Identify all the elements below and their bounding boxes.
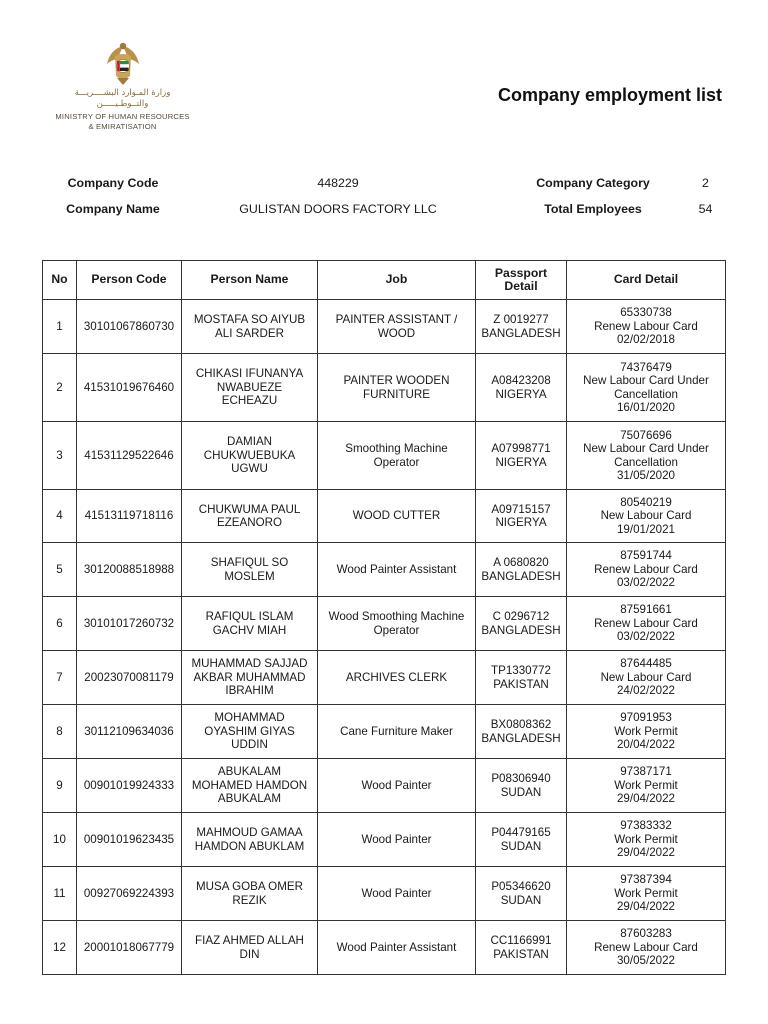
- cell-card-detail-line: 65330738: [620, 306, 672, 320]
- cell-job: [318, 597, 476, 651]
- cell-card-detail-line: 20/04/2022: [616, 738, 676, 752]
- ministry-english-name: MINISTRY OF HUMAN RESOURCES & EMIRATISATION: [55, 112, 190, 131]
- cell-person-name-line: MOHAMMAD: [214, 711, 285, 725]
- cell-card-detail-line: 29/04/2022: [616, 900, 676, 914]
- cell-card-detail-line: 97091953: [620, 711, 672, 725]
- cell-passport-detail: [476, 867, 567, 921]
- cell-person-name: [182, 921, 318, 975]
- cell-card-detail-line: 29/04/2022: [616, 846, 676, 860]
- cell-card-detail-line: Renew Labour Card: [594, 562, 698, 576]
- cell-passport-detail-line: P05346620: [491, 880, 551, 893]
- cell-person-name-line: REZIK: [232, 893, 267, 907]
- cell-job-line: PAINTER ASSISTANT /: [335, 313, 458, 326]
- cell-no: 6: [43, 597, 77, 651]
- cell-job-line: WOOD CUTTER: [352, 509, 441, 523]
- cell-card-detail: [567, 354, 726, 422]
- cell-card-detail: [567, 543, 726, 597]
- column-header-person-code: Person Code: [77, 261, 182, 300]
- cell-card-detail-line: 75076696: [620, 428, 672, 442]
- table-row: [43, 354, 726, 422]
- cell-person-code: 00901019924333: [77, 759, 182, 813]
- cell-job-line: Wood Painter: [361, 778, 432, 792]
- cell-card-detail-line: 97387171: [620, 765, 672, 779]
- cell-card-detail-line: Work Permit: [614, 832, 678, 846]
- company-code-label: Company Code: [67, 176, 159, 190]
- cell-job: [318, 354, 476, 422]
- cell-job-line: Cane Furniture Maker: [340, 724, 453, 738]
- cell-card-detail-line: 30/05/2022: [616, 954, 676, 968]
- cell-person-name-line: IBRAHIM: [225, 684, 274, 698]
- cell-person-name-line: MOSLEM: [224, 569, 275, 583]
- cell-passport-detail: [476, 422, 567, 490]
- cell-person-name-line: CHUKWUMA PAUL: [198, 502, 301, 516]
- cell-person-name-line: OYASHIM GIYAS: [204, 724, 295, 738]
- cell-no: 2: [43, 354, 77, 422]
- cell-passport-detail-line: PAKISTAN: [493, 677, 549, 691]
- total-employees-value: 54: [698, 202, 713, 216]
- company-name-value: GULISTAN DOORS FACTORY LLC: [239, 202, 437, 216]
- table-row: [43, 867, 726, 921]
- company-info-row-2: [48, 200, 728, 226]
- cell-passport-detail-line: NIGERYA: [495, 387, 547, 401]
- cell-person-name-line: DAMIAN: [226, 435, 273, 449]
- cell-no: 9: [43, 759, 77, 813]
- cell-person-name: [182, 354, 318, 422]
- cell-card-detail-line: Cancellation: [614, 387, 678, 401]
- cell-job-line: ARCHIVES CLERK: [345, 670, 448, 684]
- table-row: [43, 813, 726, 867]
- cell-job-line: Operator: [373, 623, 420, 637]
- cell-passport-detail-line: P04479165: [491, 826, 551, 839]
- cell-job-line: Wood Smoothing Machine: [328, 610, 465, 623]
- table-row: [43, 759, 726, 813]
- ministry-logo: [50, 40, 195, 132]
- cell-no: 4: [43, 490, 77, 543]
- cell-card-detail-line: 87591744: [620, 549, 672, 563]
- cell-passport-detail-line: P08306940: [491, 772, 551, 785]
- cell-card-detail-line: 87603283: [620, 927, 672, 941]
- cell-job: [318, 651, 476, 705]
- cell-passport-detail-line: PAKISTAN: [493, 947, 549, 961]
- cell-passport-detail: [476, 354, 567, 422]
- cell-job: [318, 759, 476, 813]
- cell-passport-detail-line: A08423208: [491, 374, 551, 387]
- column-header-job: Job: [318, 261, 476, 300]
- cell-card-detail-line: Renew Labour Card: [594, 616, 698, 630]
- ministry-arabic-name: وزارة المـوارد البشــــريـــة والتــوطـيـــــن: [74, 88, 171, 109]
- cell-passport-detail-line: BANGLADESH: [481, 569, 561, 583]
- cell-person-code: 20001018067779: [77, 921, 182, 975]
- cell-passport-detail-line: BANGLADESH: [481, 326, 561, 340]
- cell-person-code: 00901019623435: [77, 813, 182, 867]
- employment-table: [42, 260, 726, 975]
- cell-person-name: [182, 490, 318, 543]
- cell-person-name: [182, 705, 318, 759]
- cell-passport-detail-line: Z 0019277: [493, 313, 549, 326]
- cell-card-detail-line: 02/02/2018: [616, 333, 676, 347]
- table-row: [43, 921, 726, 975]
- cell-person-name: [182, 422, 318, 490]
- cell-card-detail-line: 19/01/2021: [616, 522, 676, 536]
- cell-no: 8: [43, 705, 77, 759]
- cell-card-detail: [567, 651, 726, 705]
- cell-passport-detail-line: A09715157: [491, 502, 551, 516]
- company-code-value: 448229: [317, 176, 359, 190]
- cell-person-name-line: MAHMOUD GAMAA: [196, 826, 303, 839]
- cell-passport-detail: [476, 543, 567, 597]
- cell-card-detail-line: 29/04/2022: [616, 792, 676, 806]
- cell-card-detail-line: New Labour Card Under: [583, 374, 709, 387]
- cell-person-name: [182, 597, 318, 651]
- table-row: [43, 597, 726, 651]
- cell-card-detail-line: Work Permit: [614, 724, 678, 738]
- company-info-row-1: [48, 174, 728, 200]
- cell-card-detail-line: 97383332: [620, 819, 672, 833]
- cell-person-code: 30101067860730: [77, 300, 182, 354]
- cell-passport-detail-line: BANGLADESH: [481, 731, 561, 745]
- table-row: [43, 422, 726, 490]
- cell-job: [318, 921, 476, 975]
- cell-card-detail-line: Work Permit: [614, 886, 678, 900]
- cell-passport-detail: [476, 300, 567, 354]
- cell-person-name-line: MUSA GOBA OMER: [196, 880, 303, 893]
- cell-person-code: 41531129522646: [77, 422, 182, 490]
- column-header-no: No: [43, 261, 77, 300]
- cell-card-detail: [567, 813, 726, 867]
- cell-no: 11: [43, 867, 77, 921]
- cell-job: [318, 813, 476, 867]
- table-row: [43, 490, 726, 543]
- cell-person-name-line: ABUKALAM: [217, 765, 282, 779]
- cell-person-code: 30101017260732: [77, 597, 182, 651]
- cell-job: [318, 300, 476, 354]
- cell-job: [318, 705, 476, 759]
- cell-person-name-line: MOSTAFA SO AIYUB: [193, 313, 306, 326]
- cell-passport-detail: [476, 921, 567, 975]
- cell-card-detail-line: 87591661: [620, 603, 672, 617]
- cell-person-name-line: MOHAMED HAMDON: [191, 778, 308, 792]
- cell-person-name-line: EZEANORO: [216, 516, 283, 529]
- cell-person-code: 41531019676460: [77, 354, 182, 422]
- cell-person-name: [182, 651, 318, 705]
- cell-passport-detail-line: NIGERYA: [495, 516, 547, 529]
- cell-card-detail: [567, 422, 726, 490]
- cell-person-code: 20023070081179: [77, 651, 182, 705]
- cell-person-code: 00927069224393: [77, 867, 182, 921]
- cell-person-name: [182, 759, 318, 813]
- cell-person-name: [182, 867, 318, 921]
- cell-job-line: PAINTER WOODEN: [343, 374, 450, 387]
- cell-card-detail-line: 03/02/2022: [616, 630, 676, 644]
- cell-card-detail: [567, 300, 726, 354]
- cell-person-name-line: UDDIN: [231, 738, 268, 752]
- cell-card-detail-line: New Labour Card: [600, 670, 692, 684]
- company-category-value: 2: [702, 176, 709, 190]
- cell-job-line: WOOD: [377, 326, 416, 340]
- table-row: [43, 651, 726, 705]
- column-header-passport-detail: Passport Detail: [476, 261, 567, 300]
- cell-card-detail-line: 16/01/2020: [616, 401, 676, 414]
- cell-passport-detail: [476, 490, 567, 543]
- cell-passport-detail: [476, 705, 567, 759]
- company-info: [48, 174, 728, 226]
- cell-person-name: [182, 813, 318, 867]
- cell-job: [318, 490, 476, 543]
- cell-passport-detail-line: SUDAN: [500, 785, 542, 799]
- cell-card-detail: [567, 705, 726, 759]
- cell-person-name: [182, 543, 318, 597]
- table-header-row: [43, 261, 726, 300]
- cell-card-detail-line: Renew Labour Card: [594, 940, 698, 954]
- cell-no: 10: [43, 813, 77, 867]
- cell-passport-detail: [476, 759, 567, 813]
- page-title: Company employment list: [497, 85, 722, 105]
- table-row: [43, 543, 726, 597]
- cell-card-detail: [567, 759, 726, 813]
- cell-person-name-line: RAFIQUL ISLAM: [205, 610, 294, 623]
- cell-person-code: 30112109634036: [77, 705, 182, 759]
- cell-person-name-line: DIN: [239, 947, 260, 961]
- cell-passport-detail-line: A 0680820: [493, 556, 549, 569]
- cell-job-line: Smoothing Machine: [345, 442, 448, 455]
- column-header-card-detail: Card Detail: [567, 261, 726, 300]
- table-body: [43, 300, 726, 975]
- cell-person-name-line: AKBAR MUHAMMAD: [193, 670, 306, 684]
- cell-passport-detail-line: SUDAN: [500, 893, 542, 907]
- table-row: [43, 300, 726, 354]
- cell-person-name-line: FIAZ AHMED ALLAH: [195, 934, 304, 947]
- cell-card-detail-line: 24/02/2022: [616, 684, 676, 698]
- cell-card-detail-line: 97387394: [620, 873, 672, 887]
- cell-person-name-line: MUHAMMAD SAJJAD: [191, 657, 308, 671]
- cell-card-detail-line: 74376479: [620, 360, 672, 374]
- cell-person-name-line: ALI SARDER: [215, 326, 284, 340]
- cell-card-detail: [567, 921, 726, 975]
- cell-card-detail: [567, 490, 726, 543]
- cell-card-detail-line: 87644485: [620, 657, 672, 671]
- cell-passport-detail: [476, 813, 567, 867]
- cell-passport-detail: [476, 597, 567, 651]
- cell-no: 12: [43, 921, 77, 975]
- column-header-person-name: Person Name: [182, 261, 318, 300]
- cell-passport-detail-line: TP1330772: [491, 664, 551, 677]
- cell-no: 1: [43, 300, 77, 354]
- cell-card-detail-line: 03/02/2022: [616, 576, 676, 590]
- cell-card-detail-line: Cancellation: [614, 455, 678, 469]
- cell-job-line: Wood Painter Assistant: [336, 562, 457, 576]
- cell-person-code: 30120088518988: [77, 543, 182, 597]
- cell-job-line: Wood Painter: [361, 886, 432, 900]
- cell-card-detail-line: Renew Labour Card: [594, 319, 698, 333]
- cell-job: [318, 867, 476, 921]
- cell-job: [318, 543, 476, 597]
- cell-person-name-line: SHAFIQUL SO: [210, 556, 289, 569]
- cell-person-name-line: CHUKWUEBUKA: [203, 448, 296, 462]
- table-row: [43, 705, 726, 759]
- cell-job-line: FURNITURE: [363, 387, 430, 401]
- cell-job-line: Operator: [373, 455, 420, 469]
- company-name-label: Company Name: [66, 202, 160, 216]
- total-employees-label: Total Employees: [544, 202, 642, 216]
- cell-card-detail-line: New Labour Card Under: [583, 442, 709, 455]
- cell-passport-detail-line: BX0808362: [490, 718, 552, 731]
- cell-card-detail: [567, 597, 726, 651]
- company-category-label: Company Category: [536, 176, 650, 190]
- cell-passport-detail-line: SUDAN: [500, 839, 542, 853]
- cell-person-name-line: NWABUEZE: [216, 380, 283, 394]
- cell-person-name-line: GACHV MIAH: [212, 623, 287, 637]
- cell-card-detail-line: New Labour Card: [600, 509, 692, 523]
- cell-person-name-line: ECHEAZU: [221, 394, 278, 408]
- cell-card-detail-line: 80540219: [620, 495, 672, 509]
- cell-card-detail-line: Work Permit: [614, 778, 678, 792]
- cell-card-detail-line: 31/05/2020: [616, 469, 676, 482]
- cell-person-name-line: UGWU: [231, 462, 268, 476]
- cell-passport-detail-line: C 0296712: [492, 610, 550, 623]
- cell-job-line: Wood Painter: [361, 832, 432, 846]
- cell-passport-detail: [476, 651, 567, 705]
- cell-person-name: [182, 300, 318, 354]
- cell-person-code: 41513119718116: [77, 490, 182, 543]
- cell-job: [318, 422, 476, 490]
- cell-passport-detail-line: NIGERYA: [495, 455, 547, 469]
- cell-passport-detail-line: A07998771: [491, 442, 551, 455]
- cell-person-name-line: ABUKALAM: [217, 792, 282, 806]
- cell-no: 3: [43, 422, 77, 490]
- cell-no: 5: [43, 543, 77, 597]
- uae-emblem-icon: [103, 40, 143, 86]
- cell-no: 7: [43, 651, 77, 705]
- cell-person-name-line: HAMDON ABUKLAM: [194, 839, 305, 853]
- cell-job-line: Wood Painter Assistant: [336, 940, 457, 954]
- cell-card-detail: [567, 867, 726, 921]
- cell-passport-detail-line: BANGLADESH: [481, 623, 561, 637]
- cell-passport-detail-line: CC1166991: [490, 934, 552, 947]
- cell-person-name-line: CHIKASI IFUNANYA: [195, 367, 304, 381]
